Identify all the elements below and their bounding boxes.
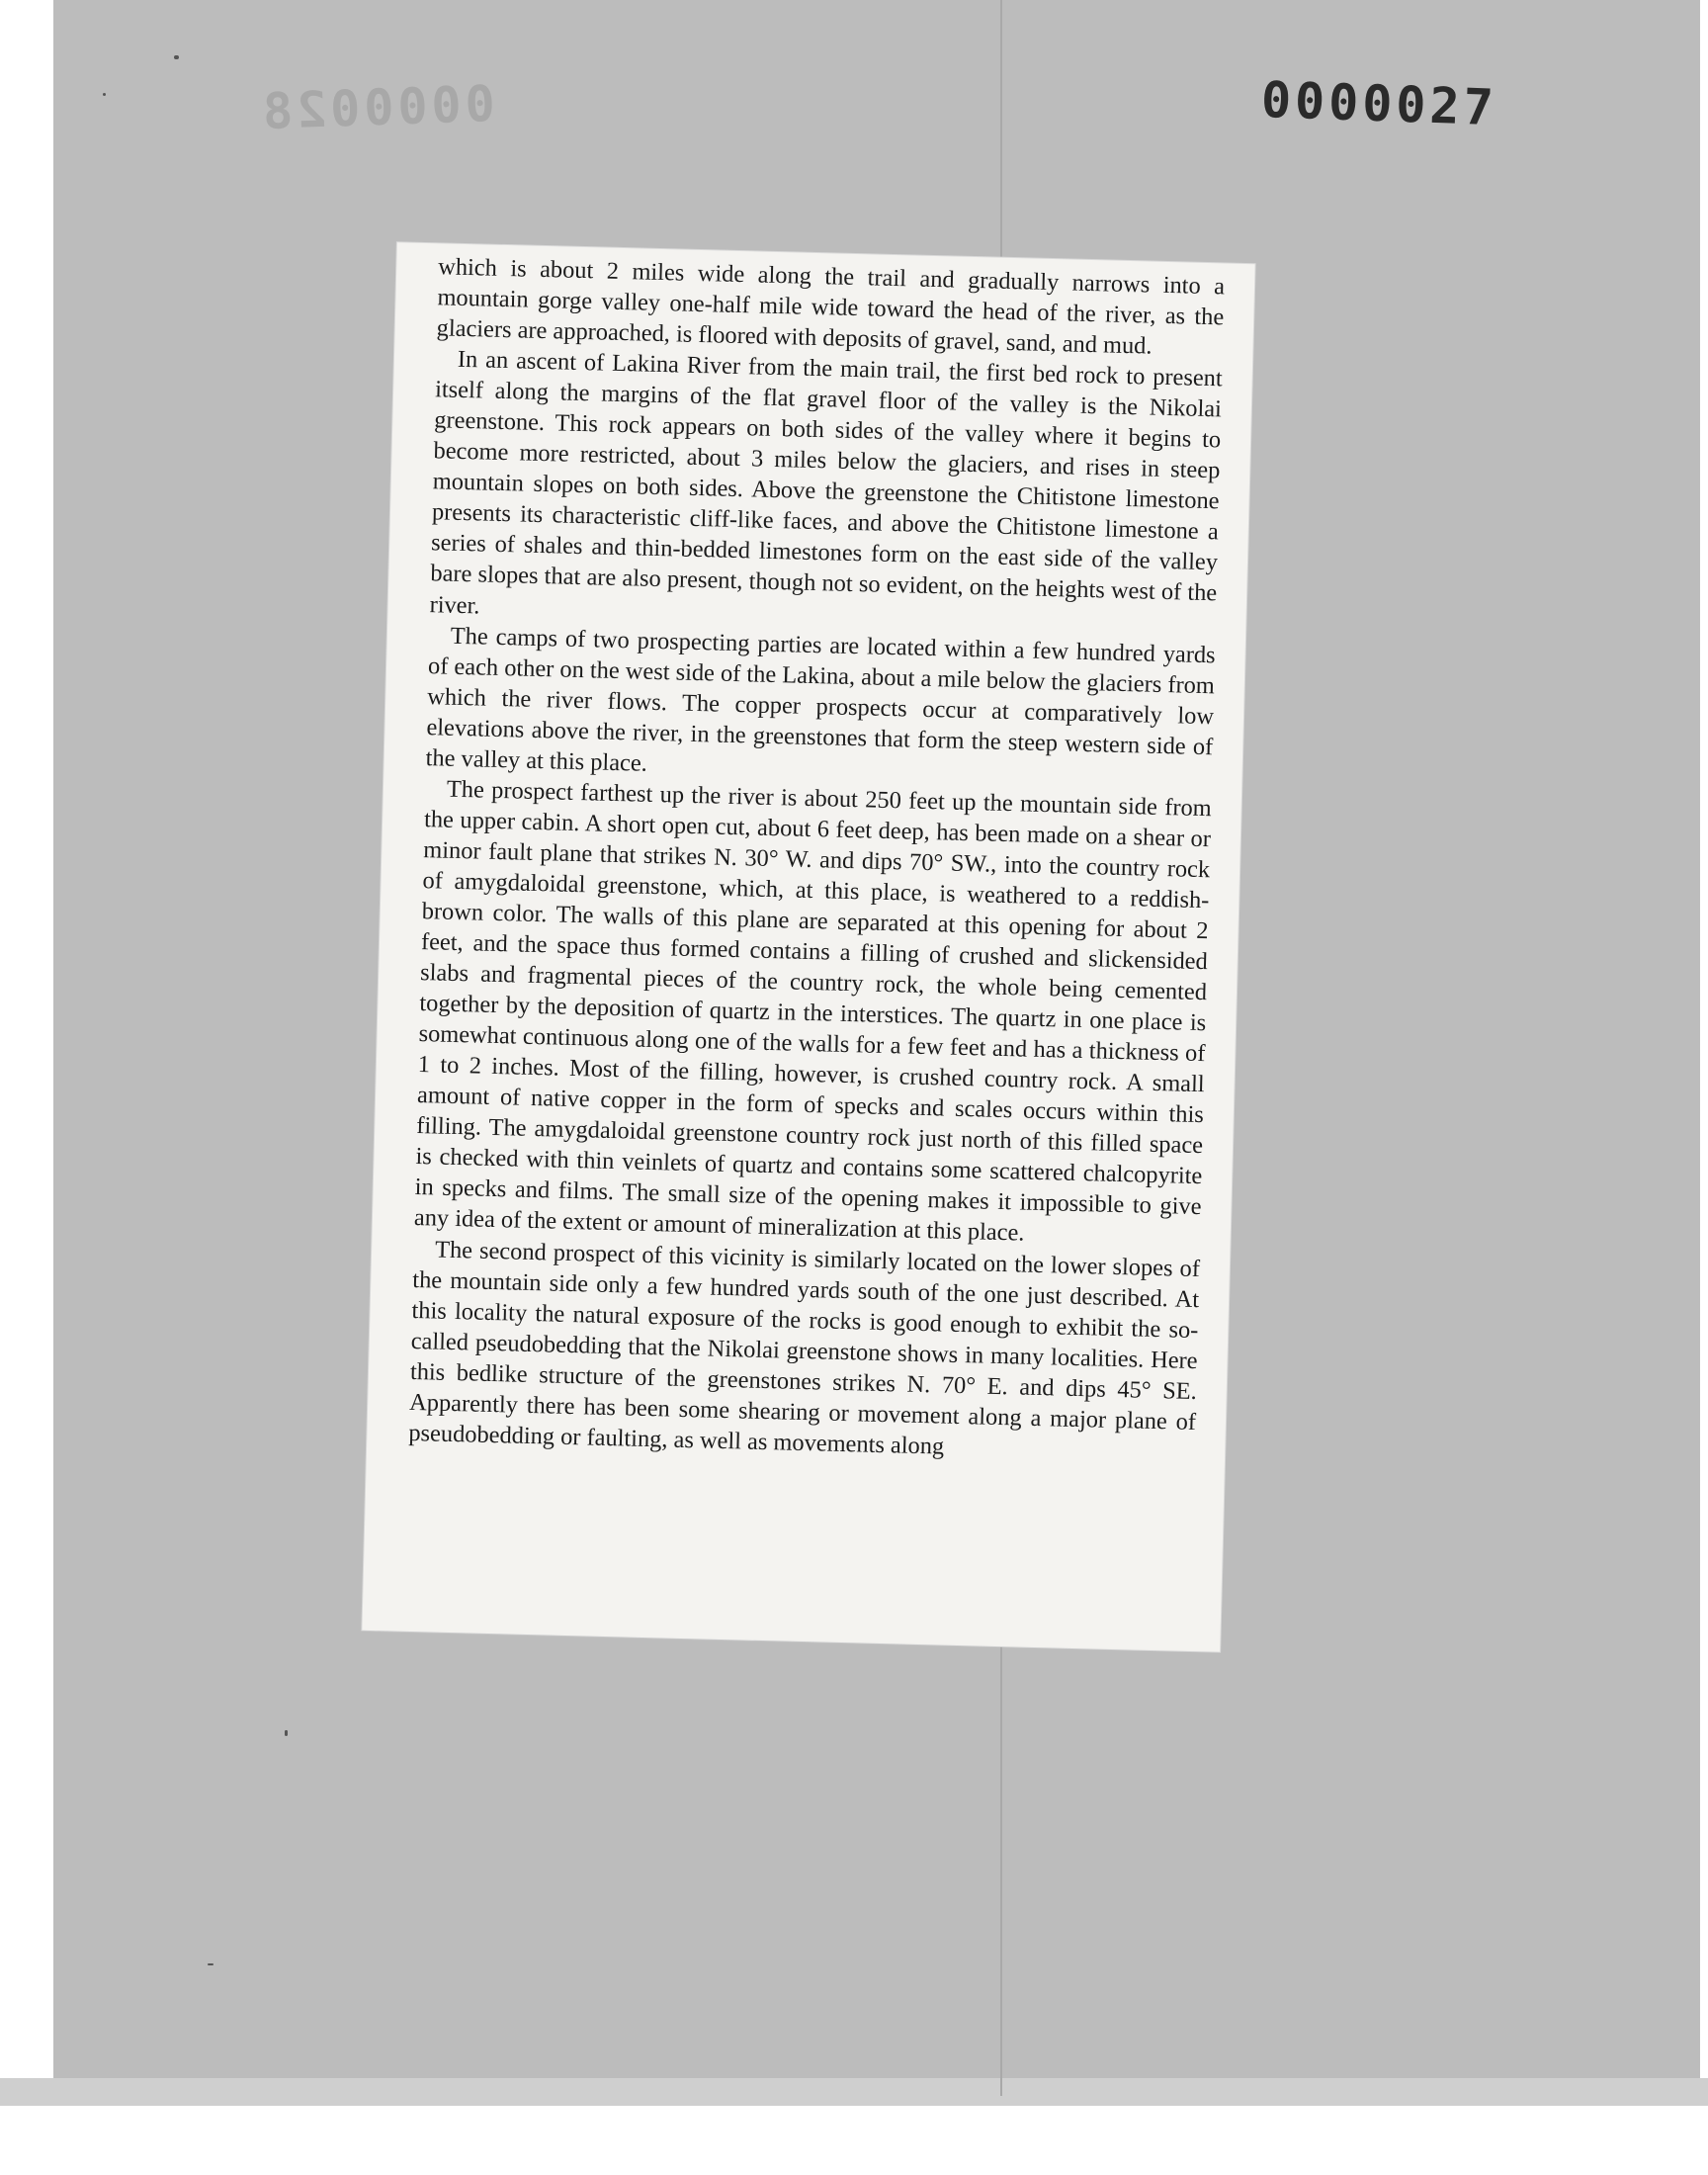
- scan-speck: [174, 55, 179, 59]
- paragraph: The prospect farthest up the river is about 250 feet up the mountain side from the upper cabin. A short open cut, about 6 feet deep, has been made on a shear or minor fault plane that strikes N. 30° W. and dips 70° SW., into the country rock of amygdaloidal greenstone, which, at this place, is weathered to a reddish-brown color. The walls of this plane are separated at this opening for about 2 feet, and the space thus formed contains a filling of crushed and slickensided slabs and fragmental pieces of the country rock, the whole being cemented together by the deposition of quartz in the interstices. The quartz in one place is somewhat continuous along one of the walls for a few feet and has a thickness of 1 to 2 inches. Most of the filling, however, is crushed country rock. A small amount of native copper in the form of specks and scales occurs within this filling. The amygdaloidal greenstone country rock just north of this filled space is checked with thin veinlets of quartz and contains some scattered chalcopyrite in specks and films. The small size of the opening makes it impossible to give any idea of the extent or amount of mineralization at this place.: [413, 775, 1213, 1248]
- page-stamp-number: 0000027: [1260, 70, 1498, 137]
- paragraph: The camps of two prospecting parties are located within a few hundred yards of each other on the west side of the Lakina, about a mile below the glaciers from which the river flows. The copper prospects occur at comparatively low elevations above the river, in the greenstones that form the steep western side of the valley at this place.: [425, 622, 1216, 777]
- paragraph: In an ascent of Lakina River from the main trail, the first bed rock to present itself along the margins of the flat gravel floor of the valley is the Nikolai greenstone. This rock appears on both sides of the valley where it begins to become more restricted, about 3 miles below the glaciers, and rises in steep mountain slopes on both sides. Above the greenstone the Chitistone limestone presents its characteristic cliff-like faces, and above the Chitistone limestone a series of shales and thin-bedded limestones form on the east side of the valley bare slopes that are also present, though not so evident, on the heights west of the river.: [429, 345, 1224, 619]
- scan-bottom-edge: [0, 2078, 1708, 2106]
- scan-speck: [208, 1963, 214, 1965]
- paragraph: The second prospect of this vicinity is similarly located on the lower slopes of the mountain side only a few hundred yards south of the one just described. At this locality the natural exposure of the rocks is good enough to exhibit the so-called pseudobedding that the Nikolai greenstone shows in many localities. Here this bedlike structure of the greenstones strikes N. 70° E. and dips 45° SE. Apparently there has been some shearing or movement along a major plane of pseudobedding or faulting, as well as movements along: [408, 1236, 1201, 1460]
- text-clipping: [362, 242, 1254, 1652]
- paragraph: which is about 2 miles wide along the trail and gradually narrows into a mountain gorge valley one-half mile wide toward the head of the river, as the glaciers are approached, is floored with deposits of gravel, sand, and mud.: [436, 253, 1226, 360]
- scan-speck: [103, 93, 106, 96]
- ghost-page-stamp: 0000028: [258, 74, 496, 141]
- clipping-body: [408, 251, 1225, 1468]
- scan-speck: [285, 1730, 288, 1736]
